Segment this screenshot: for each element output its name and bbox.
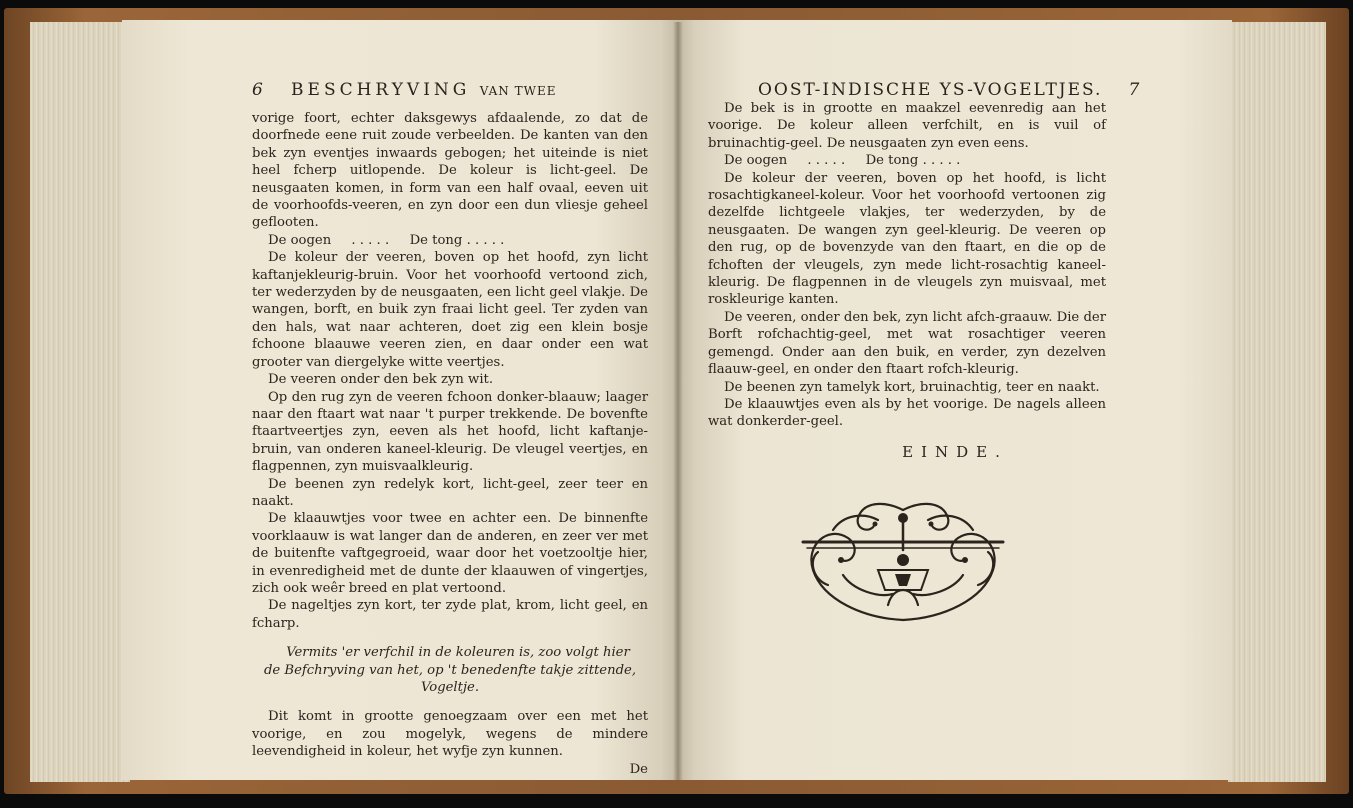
- paragraph: De bek is in grootte en maakzel eevenredig aan het voorige. De koleur alleen verfchilt, en is vuil of bruinachtig-geel. De neusgaaten zyn even eens.: [708, 101, 1106, 151]
- book-gutter: [673, 22, 683, 780]
- paragraph: De koleur der veeren, boven op het hoofd, zyn licht kaftanjekleurig-bruin. Voor het voorhoofd vertoond zich, ter wederzyden by de neusgaaten, een licht geel vlakje. De wangen, borft, en buik zyn fraai licht geel. Ter zyden van den hals, wat naar achteren, doet zig een klein bosje fchoone blaauwe veeren zien, en daar onder een wat grooter van diergelyke witte veertjes.: [252, 250, 648, 370]
- right-page: [678, 20, 1232, 780]
- left-running-head: [252, 80, 556, 100]
- right-running-head: [758, 80, 1139, 100]
- right-body-text: [708, 100, 1106, 431]
- left-header-title: BESCHRYVING: [291, 80, 471, 100]
- paragraph: De veeren, onder den bek, zyn licht afch-graauw. Die der Borft rofchachtig-geel, met wat rosachtiger veeren gemengd. Onder aan den buik, en verder, zyn dezelven flaauw-geel, en onder den ftaart rofch-kleurig.: [708, 309, 1106, 378]
- eyes-label: De oogen: [724, 153, 788, 169]
- page-edges-left: [30, 22, 130, 782]
- dot-leader: . . . . .: [466, 232, 505, 248]
- left-page: [122, 20, 678, 780]
- paragraph: De veeren onder den bek zyn wit.: [268, 372, 494, 388]
- paragraph: Op den rug zyn de veeren fchoon donker-blaauw; laager naar den ftaart wat naar 't purper trekkende. De bovenfte ftaartveertjes zyn, eeven als het hoofd, licht kaftanje-bruin, van onderen kaneel-kleurig. De vleugel veertjes, en flagpennen, zyn muisvaalkleurig.: [252, 389, 648, 475]
- page-edges-right: [1228, 22, 1326, 782]
- paragraph: De nageltjes zyn kort, ter zyde plat, krom, licht geel, en fcharp.: [252, 598, 648, 631]
- paragraph: De beenen zyn tamelyk kort, bruinachtig, teer en naakt.: [724, 379, 1100, 395]
- ornament-vignette: [783, 490, 1023, 630]
- paragraph: Dit komt in grootte genoegzaam over een met het voorige, en zou mogelyk, wegens de mindere leevendigheid in koleur, het wyfje zyn kunnen.: [252, 709, 648, 760]
- dot-leader: . . . . .: [922, 153, 961, 169]
- paragraph: vorige foort, echter daksgewys afdaalende, zo dat de doorfnede eene ruit zoude verbeelden. De kanten van den bek zyn eventjes inwaards gebogen; het uiteinde is niet heel fcherp uitlopende. De koleur is licht-geel. De neusgaaten komen, in form van een half ovaal, eeven uit de voorhoofds-veeren, en zyn door een dun vliesje geheel geflooten.: [252, 111, 648, 231]
- eyes-tongue-line: [708, 152, 1106, 169]
- catchword: De: [629, 761, 648, 777]
- dot-leader: . . . . .: [351, 232, 390, 248]
- paragraph: De klaauwtjes voor twee en achter een. De binnenfte voorklaauw is wat langer dan de anderen, en zeer ver met de buitenfte vaftgegroeid, waar door het voetzooltje hier, in evenredigheid met de dunte der klaauwen of vingertjes, zich ook weêr breed en plat vertoond.: [252, 511, 648, 596]
- eyes-tongue-line: [252, 232, 648, 249]
- end-text: EINDE.: [902, 443, 1008, 461]
- tongue-label: De tong: [409, 232, 463, 248]
- paragraph: De beenen zyn redelyk kort, licht-geel, zeer teer en naakt.: [252, 476, 648, 509]
- paragraph: De koleur der veeren, boven op het hoofd, is licht rosachtigkaneel-koleur. Voor het voorhoofd vertoonen zig dezelfde lichtgeele vlakjes, ter wederzyden, by de neusgaaten. De wangen zyn geel-kleurig. De veeren op den rug, op de bovenzyde van den ftaart, en die op de fchoften der vleugels, zyn mede licht-rosachtig kaneel-kleurig. De flagpennen in de vleugels zyn muisvaal, met roskleurige kanten.: [708, 170, 1106, 308]
- right-header-title: OOST-INDISCHE YS-VOGELTJES.: [758, 80, 1103, 100]
- right-page-number: 7: [1128, 80, 1140, 100]
- paragraph: De klaauwtjes even als by het voorige. De nagels alleen wat donkerder-geel.: [708, 396, 1106, 430]
- dot-leader: . . . . .: [807, 153, 846, 169]
- eyes-label: De oogen: [268, 232, 332, 248]
- section-caption: Vermits 'er verfchil in de koleuren is, zoo volgt hier de Befchryving van het, op 't benedenfte takje zittende, Vogeltje.: [263, 645, 637, 695]
- left-header-small: VAN TWEE: [479, 84, 557, 98]
- tongue-label: De tong: [865, 153, 919, 169]
- left-body-text: [252, 110, 648, 778]
- left-page-number: 6: [252, 80, 263, 100]
